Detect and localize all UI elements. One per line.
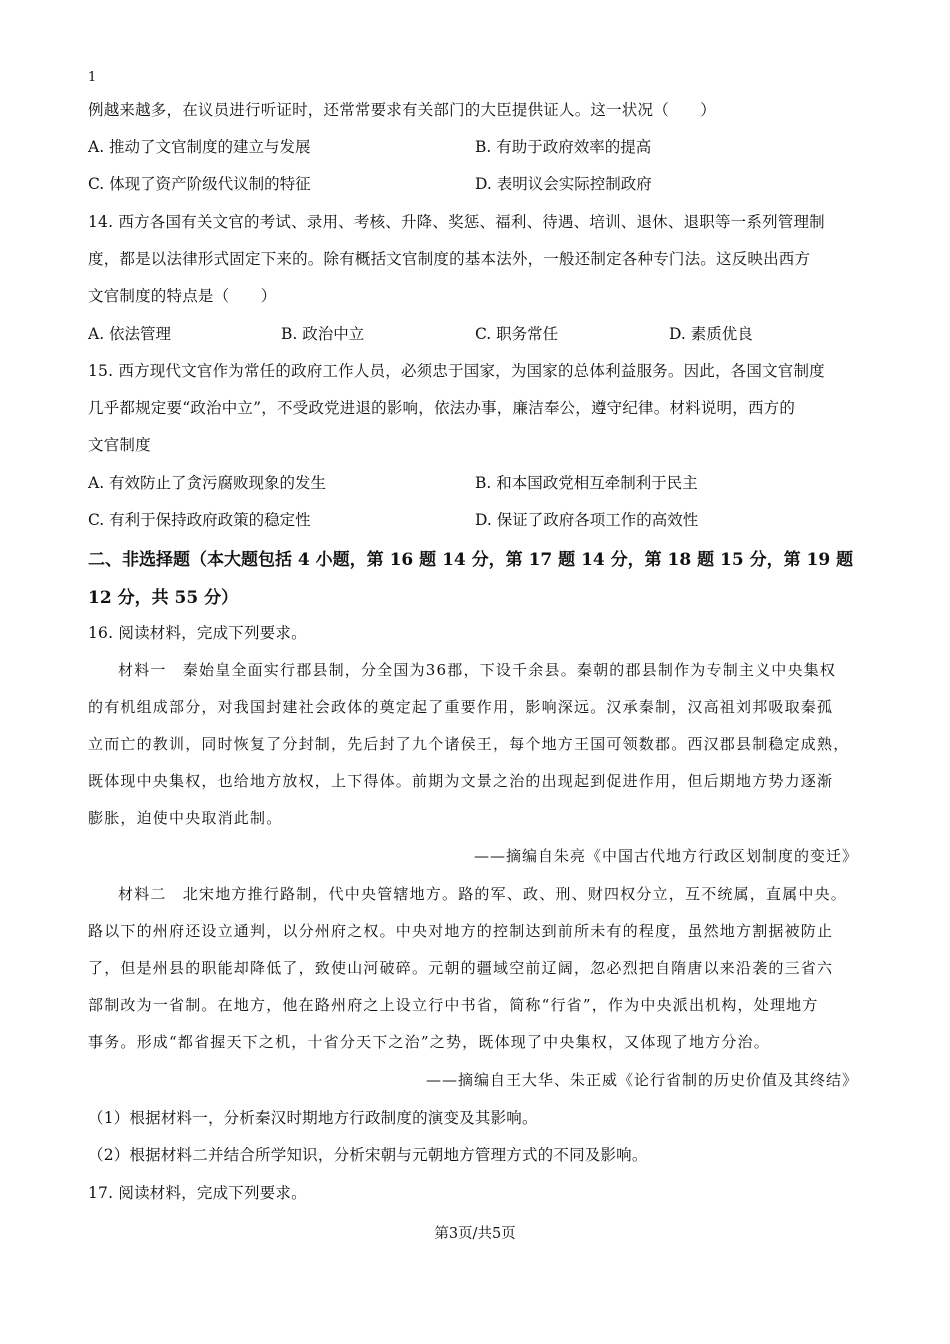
q14-option-b: B. 政治中立	[281, 325, 365, 343]
q14-line: 文官制度的特点是（ ）	[88, 287, 277, 305]
material-two-line: 了，但是州县的职能却降低了，致使山河破碎。元朝的疆域空前辽阔，忽必烈把自隋唐以来沿袭的三省六	[88, 959, 834, 977]
material-one-line: 既体现中央集权，也给地方放权，上下得体。前期为文景之治的出现起到促进作用，但后期地方势力逐渐	[88, 772, 834, 790]
q13-stem: 例越来越多，在议员进行听证时，还常常要求有关部门的大臣提供证人。这一状况（ ）	[88, 101, 717, 119]
material-two-source: ——摘编自王大华、朱正威《论行省制的历史价值及其终结》	[425, 1071, 858, 1089]
section-heading: 12 分，共 55 分）	[88, 588, 239, 608]
q13-option-a: A. 推动了文官制度的建立与发展	[88, 138, 311, 156]
section-heading: 二、非选择题（本大题包括 4 小题，第 16 题 14 分，第 17 题 14 分，第 18 题 15 分，第 19 题	[88, 550, 854, 570]
q14-option-c: C. 职务常任	[475, 325, 559, 343]
q14-option-d: D. 素质优良	[669, 325, 753, 343]
material-two-line: 部制改为一省制。在地方，他在路州府之上设立行中书省，简称“行省”，作为中央派出机构，处理地方	[88, 996, 819, 1014]
material-one-line: 材料一 秦始皇全面实行郡县制，分全国为36郡，下设千余县。秦朝的郡县制作为专制主义中央集权	[118, 661, 837, 679]
q15-option-d: D. 保证了政府各项工作的高效性	[475, 511, 699, 529]
material-one-line: 的有机组成部分，对我国封建社会政体的奠定起了重要作用，影响深远。汉承秦制，汉高祖刘邦吸取秦孤	[88, 698, 834, 716]
material-one-line: 立而亡的教训，同时恢复了分封制，先后封了九个诸侯王，每个地方王国可领数郡。西汉郡县制稳定成熟，	[88, 735, 850, 753]
page-footer: 第3页/共5页	[434, 1226, 516, 1242]
q16-subquestion-1: （1）根据材料一，分析秦汉时期地方行政制度的演变及其影响。	[88, 1109, 538, 1127]
q14-line: 14. 西方各国有关文官的考试、录用、考核、升降、奖惩、福利、待遇、培训、退休、退职等一系列管理制	[88, 213, 825, 231]
q15-line: 文官制度	[88, 436, 151, 454]
q14-line: 度，都是以法律形式固定下来的。除有概括文官制度的基本法外，一般还制定各种专门法。这反映出西方	[88, 250, 811, 268]
q15-line: 几乎都规定要“政治中立”，不受政党进退的影响，依法办事，廉洁奉公，遵守纪律。材料说明，西方的	[88, 399, 796, 417]
material-one-line: 膨胀，迫使中央取消此制。	[88, 809, 283, 827]
material-two-line: 事务。形成“都省握天下之机，十省分天下之治”之势，既体现了中央集权，又体现了地方分治。	[88, 1033, 770, 1051]
q15-option-b: B. 和本国政党相互牵制利于民主	[475, 474, 698, 492]
q15-option-c: C. 有利于保持政府政策的稳定性	[88, 511, 311, 529]
q15-line: 15. 西方现代文官作为常任的政府工作人员，必须忠于国家，为国家的总体利益服务。因此，各国文官制度	[88, 362, 825, 380]
q15-option-a: A. 有效防止了贪污腐败现象的发生	[88, 474, 327, 492]
material-two-line: 材料二 北宋地方推行路制，代中央管辖地方。路的军、政、刑、财四权分立，互不统属，直属中央。	[118, 885, 848, 903]
q16-title: 16. 阅读材料，完成下列要求。	[88, 624, 307, 642]
page-mark: 1	[88, 70, 97, 85]
q13-option-d: D. 表明议会实际控制政府	[475, 175, 652, 193]
material-two-line: 路以下的州府还设立通判，以分州府之权。中央对地方的控制达到前所未有的程度，虽然地方割据被防止	[88, 922, 834, 940]
q16-subquestion-2: （2）根据材料二并结合所学知识，分析宋朝与元朝地方管理方式的不同及影响。	[88, 1146, 648, 1164]
q13-option-c: C. 体现了资产阶级代议制的特征	[88, 175, 311, 193]
q14-option-a: A. 依法管理	[88, 325, 172, 343]
material-one-source: ——摘编自朱亮《中国古代地方行政区划制度的变迁》	[473, 847, 858, 865]
q17-title: 17. 阅读材料，完成下列要求。	[88, 1184, 307, 1202]
q13-option-b: B. 有助于政府效率的提高	[475, 138, 652, 156]
